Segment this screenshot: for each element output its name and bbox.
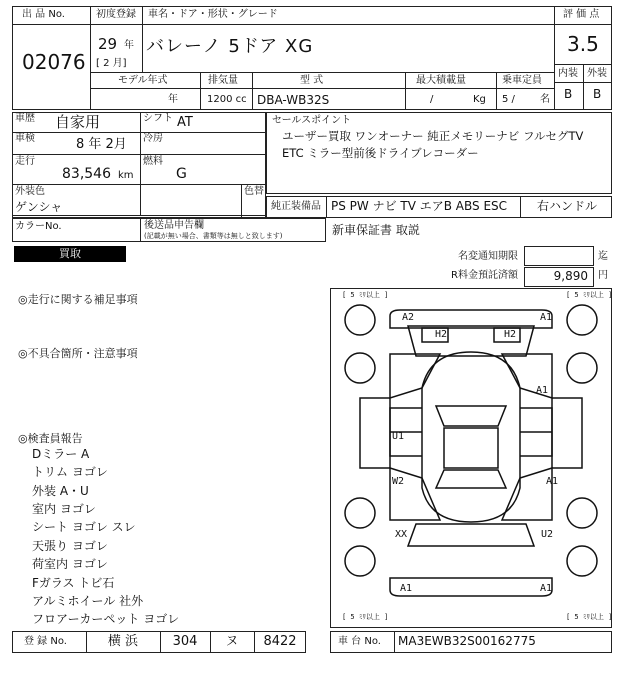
mileage-label: 走行: [15, 156, 35, 167]
car-diagram: [330, 288, 612, 628]
damage-mark: U1: [392, 431, 405, 442]
shift-label: シフト: [143, 113, 173, 124]
vin: MA3EWB32S00162775: [398, 634, 536, 648]
first-registration-label: 初度登録: [96, 9, 136, 20]
shift: AT: [177, 115, 193, 130]
mileage: 83,546: [62, 166, 111, 182]
recycle-fee-value: 9,890: [553, 269, 588, 283]
max-load-value: /: [430, 94, 434, 105]
overall-score: 3.5: [567, 32, 599, 56]
damage-mark: H2: [504, 329, 517, 340]
defects-notes-title: ◎不具合箇所・注意事項: [18, 347, 138, 360]
inspection-date: 8 年 2月: [76, 137, 127, 152]
purchase-banner-text: 買取: [59, 247, 81, 260]
history-label: 車歴: [15, 113, 35, 124]
name-change-deadline-unit: 迄: [598, 251, 608, 262]
damage-mark: A1: [540, 312, 553, 323]
score-label: 評 価 点: [563, 9, 600, 20]
ac-label: 冷房: [143, 133, 163, 144]
mileage-unit: km: [118, 170, 134, 181]
fuel-label: 燃料: [143, 156, 163, 167]
history: 自家用: [55, 113, 101, 131]
damage-mark: A1: [540, 583, 553, 594]
exterior-color-label: 外装色: [15, 186, 45, 197]
vin-label: 車 台 No.: [338, 636, 381, 647]
tire-depth-rear-left: [ 5 ﾐﾘ以上 ]: [342, 613, 389, 621]
damage-mark: U2: [541, 529, 554, 540]
registration-number-label: 登 録 No.: [24, 636, 67, 647]
report-line: アルミホイール 社外: [32, 594, 144, 608]
equipment-items: PS PW ナビ TV エアB ABS ESC: [331, 199, 508, 213]
lot-number-label: 出 品 No.: [22, 9, 65, 20]
exterior-grade-label: 外装: [587, 68, 607, 79]
model-code-label: 型 式: [300, 75, 324, 86]
tire-depth-front-right: [ 5 ﾐﾘ以上 ]: [566, 291, 613, 299]
report-line: シート ヨゴレ スレ: [32, 520, 136, 534]
report-line: 室内 ヨゴレ: [32, 502, 96, 516]
post-document-note: (記載が無い場合、書類等は無しと致します): [144, 232, 283, 240]
report-line: Fガラス トビ石: [32, 576, 115, 590]
sales-points-line-1: ユーザー買取 ワンオーナー 純正メモリーナビ フルセグTV: [282, 129, 584, 143]
interior-grade-label: 内装: [558, 68, 578, 79]
registration-year-unit: 年: [124, 40, 134, 51]
report-line: Dミラー A: [32, 447, 90, 461]
interior-grade: B: [564, 87, 573, 101]
damage-mark: A1: [400, 583, 413, 594]
name-change-deadline-box: [524, 246, 594, 266]
registration-class: 304: [172, 634, 198, 649]
driving-notes-title: ◎走行に関する補足事項: [18, 293, 138, 306]
tire-depth-rear-right: [ 5 ﾐﾘ以上 ]: [566, 613, 613, 621]
registration-kana: ヌ: [225, 634, 239, 649]
car-name: バレーノ 5ドア XG: [146, 36, 314, 57]
damage-mark: A1: [536, 385, 549, 396]
equipment-label: 純正装備品: [271, 201, 321, 212]
damage-mark: W2: [392, 476, 405, 487]
registration-area: 横 浜: [107, 634, 139, 649]
color-change-label: 色替: [244, 186, 264, 197]
fuel: G: [176, 166, 187, 182]
report-line: 外装 A・U: [32, 484, 89, 498]
displacement-label: 排気量: [208, 75, 238, 86]
sales-points-line-2: ETC ミラー型前後ドライブレコーダー: [282, 146, 479, 160]
damage-mark: H2: [435, 329, 448, 340]
report-line: トリム ヨゴレ: [32, 465, 108, 479]
exterior-grade: B: [593, 87, 602, 101]
sales-points-title: セールスポイント: [272, 115, 352, 126]
damage-mark: XX: [395, 529, 408, 540]
exterior-color: ゲンシャ: [15, 200, 63, 214]
capacity-label: 乗車定員: [502, 75, 542, 86]
report-line: フロアーカーペット ヨゴレ: [32, 612, 180, 626]
damage-mark: A1: [546, 476, 559, 487]
post-document-label: 後送品申告欄: [144, 220, 204, 231]
recycle-fee-label: R料金預託済額: [451, 270, 518, 281]
name-change-deadline-label: 名変通知期限: [458, 251, 518, 262]
max-load-label: 最大積載量: [416, 75, 466, 86]
car-name-label: 車名・ドア・形状・グレード: [148, 9, 278, 20]
capacity-unit: 名: [540, 94, 550, 105]
color-number-label: カラーNo.: [15, 221, 62, 232]
model-code: DBA-WB32S: [257, 93, 330, 107]
model-year-label: モデル年式: [118, 75, 168, 86]
lot-number: 02076: [22, 50, 86, 74]
registration-month: [ 2 月]: [96, 58, 127, 69]
inspection-label: 車検: [15, 133, 35, 144]
max-load-unit: Kg: [473, 94, 486, 105]
registration-number: 8422: [263, 634, 297, 649]
inspector-report-title: ◎検査員報告: [18, 432, 83, 445]
model-year-unit: 年: [168, 94, 178, 105]
displacement: 1200 cc: [207, 94, 247, 105]
steering-side: 右ハンドル: [537, 199, 598, 213]
recycle-fee-unit: 円: [598, 270, 608, 281]
report-line: 天張り ヨゴレ: [32, 539, 108, 553]
tire-depth-front-left: [ 5 ﾐﾘ以上 ]: [342, 291, 389, 299]
warranty-docs: 新車保証書 取説: [332, 223, 420, 237]
registration-year: 29: [98, 35, 118, 53]
damage-mark: A2: [402, 312, 415, 323]
capacity-value: 5 /: [502, 94, 515, 105]
report-line: 荷室内 ヨゴレ: [32, 557, 108, 571]
